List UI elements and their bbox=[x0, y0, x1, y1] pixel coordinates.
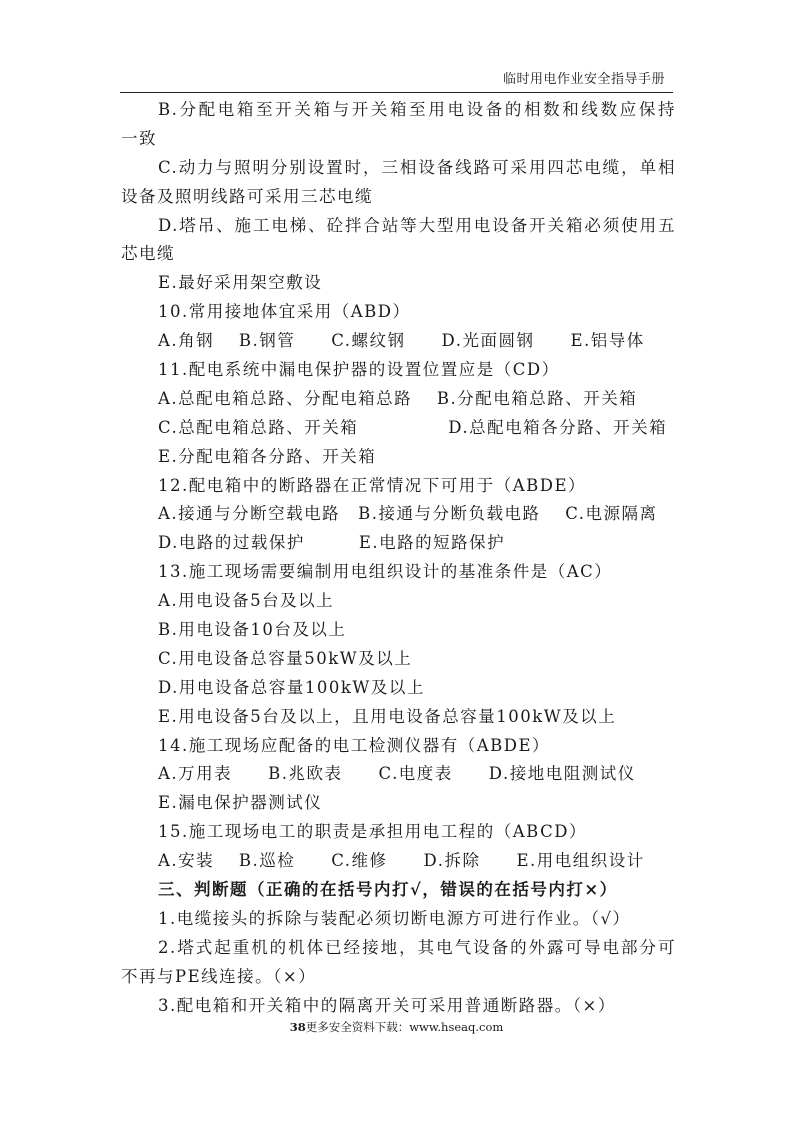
text-line: D.电路的过载保护 E.电路的短路保护 bbox=[158, 533, 506, 553]
text-line: B.分配电箱至开关箱与开关箱至用电设备的相数和线数应保持 bbox=[158, 100, 676, 119]
text-line: E.漏电保护器测试仪 bbox=[158, 793, 323, 813]
page-header bbox=[120, 62, 673, 93]
text-line: A.用电设备5台及以上 bbox=[158, 591, 335, 611]
text-line: A.接通与分断空载电路 B.接通与分断负载电路 C.电源隔离 bbox=[158, 504, 658, 524]
footer-text: 更多安全资料下载：www.hseaq.com bbox=[305, 1020, 504, 1034]
text-line: 10.常用接地体宜采用（ABD） bbox=[158, 302, 411, 322]
text-line: C.总配电箱总路、开关箱 D.总配电箱各分路、开关箱 bbox=[158, 417, 668, 437]
text-line: B.用电设备10台及以上 bbox=[158, 620, 347, 640]
document-body bbox=[121, 96, 676, 1021]
text-line: 设备及照明线路可采用三芯电缆 bbox=[121, 186, 373, 206]
text-line: 13.施工现场需要编制用电组织设计的基准条件是（AC） bbox=[158, 562, 613, 582]
text-line: A.安装 B.巡检 C.维修 D.拆除 E.用电组织设计 bbox=[158, 851, 645, 871]
page-number: 38 bbox=[289, 1020, 306, 1034]
text-line: E.最好采用架空敷设 bbox=[158, 273, 323, 293]
text-line: A.万用表 B.兆欧表 C.电度表 D.接地电阻测试仪 bbox=[158, 764, 636, 784]
text-line: C.动力与照明分别设置时，三相设备线路可采用四芯电缆，单相 bbox=[158, 157, 676, 177]
text-line: 11.配电系统中漏电保护器的设置位置应是（CD） bbox=[158, 360, 560, 380]
text-line: 芯电缆 bbox=[121, 244, 175, 264]
page-footer bbox=[0, 1019, 793, 1035]
text-line: E.分配电箱各分路、开关箱 bbox=[158, 446, 377, 466]
text-line: 14.施工现场应配备的电工检测仪器有（ABDE） bbox=[158, 735, 551, 755]
text-line: E.用电设备5台及以上，且用电设备总容量100kW及以上 bbox=[158, 706, 617, 726]
text-line: 12.配电箱中的断路器在正常情况下可用于（ABDE） bbox=[158, 475, 587, 495]
text-line: A.总配电箱总路、分配电箱总路 B.分配电箱总路、开关箱 bbox=[158, 388, 638, 408]
text-line: 2.塔式起重机的机体已经接地，其电气设备的外露可导电部分可 bbox=[158, 937, 676, 957]
header-title: 临时用电作业安全指导手册 bbox=[502, 72, 665, 87]
text-line: C.用电设备总容量50kW及以上 bbox=[158, 648, 413, 668]
text-line: 一致 bbox=[121, 128, 157, 148]
text-line: A.角钢 B.钢管 C.螺纹钢 D.光面圆钢 E.铝导体 bbox=[158, 331, 645, 351]
text-line: 15.施工现场电工的职责是承担用电工程的（ABCD） bbox=[158, 822, 587, 842]
text-line: 3.配电箱和开关箱中的隔离开关可采用普通断路器。（×） bbox=[158, 995, 616, 1015]
text-line: D.用电设备总容量100kW及以上 bbox=[158, 677, 425, 697]
text-line: 不再与PE线连接。（×） bbox=[121, 966, 317, 986]
section-heading: 三、判断题（正确的在括号内打√，错误的在括号内打×） bbox=[158, 880, 618, 900]
text-line: D.塔吊、施工电梯、砼拌合站等大型用电设备开关箱必须使用五 bbox=[158, 215, 676, 235]
text-line: 1.电缆接头的拆除与装配必须切断电源方可进行作业。（√） bbox=[158, 908, 631, 928]
